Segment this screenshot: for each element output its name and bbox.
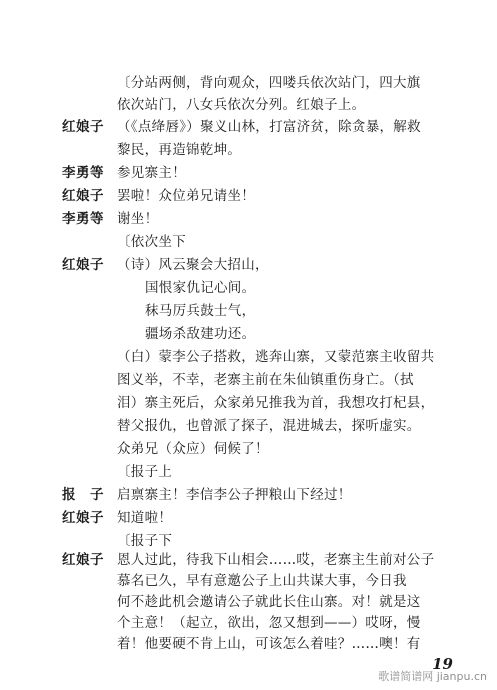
stage-direction: 〔依次坐下 <box>117 234 186 250</box>
speaker-label: 红娘子 <box>62 188 104 204</box>
text-line: 启禀寨主！李信李公子押粮山下经过！ <box>117 487 352 503</box>
text-line: 参见寨主！ <box>117 165 186 181</box>
poem-line: 疆场杀敌建功还。 <box>145 326 256 342</box>
text-line: 罢啦！众位弟兄请坐！ <box>117 188 255 204</box>
text-line: （白）蒙李公子搭救，逃奔山寨，又蒙范寨主收留共 <box>117 349 435 365</box>
speaker-label: 红娘子 <box>62 257 104 273</box>
text-line: 谢坐！ <box>117 211 159 227</box>
text-line: 〔分站两侧，背向观众，四喽兵依次站门，四大旗 <box>117 75 421 91</box>
text-line: 个主意！（起立，欲出，忽又想到——）哎呀，慢 <box>117 615 421 631</box>
text-line: 依次站门，八女兵依次分列。红娘子上。 <box>117 97 366 113</box>
speaker-label: 李勇等 <box>62 165 104 181</box>
text-line: 知道啦！ <box>117 510 173 526</box>
page-number: 19 <box>432 655 453 673</box>
text-line: 慕名已久，早有意邀公子上山共谋大事，今日我 <box>117 573 407 589</box>
stage-direction: 〔报子上 <box>117 464 173 480</box>
text-line: 泪）寨主死后，众家弟兄推我为首，我想攻打杞县， <box>117 395 435 411</box>
text-line: 图义举，不幸，老寨主前在朱仙镇重伤身亡。（拭 <box>117 372 414 388</box>
poem-line: 秣马厉兵鼓士气， <box>145 303 256 319</box>
speaker-label: 红娘子 <box>62 552 104 568</box>
speaker-label: 红娘子 <box>62 510 104 526</box>
poem-line: 国恨家仇记心间。 <box>145 280 256 296</box>
watermark: 歌谱简谱网 jianpu.cn <box>378 670 487 683</box>
text-line: 替父报仇，也曾派了探子，混进城去，探听虚实。 <box>117 418 421 434</box>
speaker-label: 李勇等 <box>62 211 104 227</box>
text-line: （《点绛唇》）聚义山林，打富济贫，除贪暴，解救 <box>117 119 421 135</box>
text-line: （诗）风云聚会大招山， <box>117 257 269 273</box>
text-line: 黎民，再造锦乾坤。 <box>117 142 242 158</box>
text-line: 众弟兄（众应）伺候了！ <box>117 441 269 457</box>
text-line: 恩人过此，待我下山相会……哎，老寨主生前对公子 <box>117 552 435 568</box>
text-line: 着！他要硬不肯上山，可该怎么着哇？……噢！有 <box>117 636 421 652</box>
text-line: 何不趁此机会邀请公子就此长住山寨。对！就是这 <box>117 594 421 610</box>
speaker-label: 报 子 <box>62 487 104 503</box>
stage-direction: 〔报子下 <box>117 533 173 549</box>
speaker-label: 红娘子 <box>62 119 104 135</box>
